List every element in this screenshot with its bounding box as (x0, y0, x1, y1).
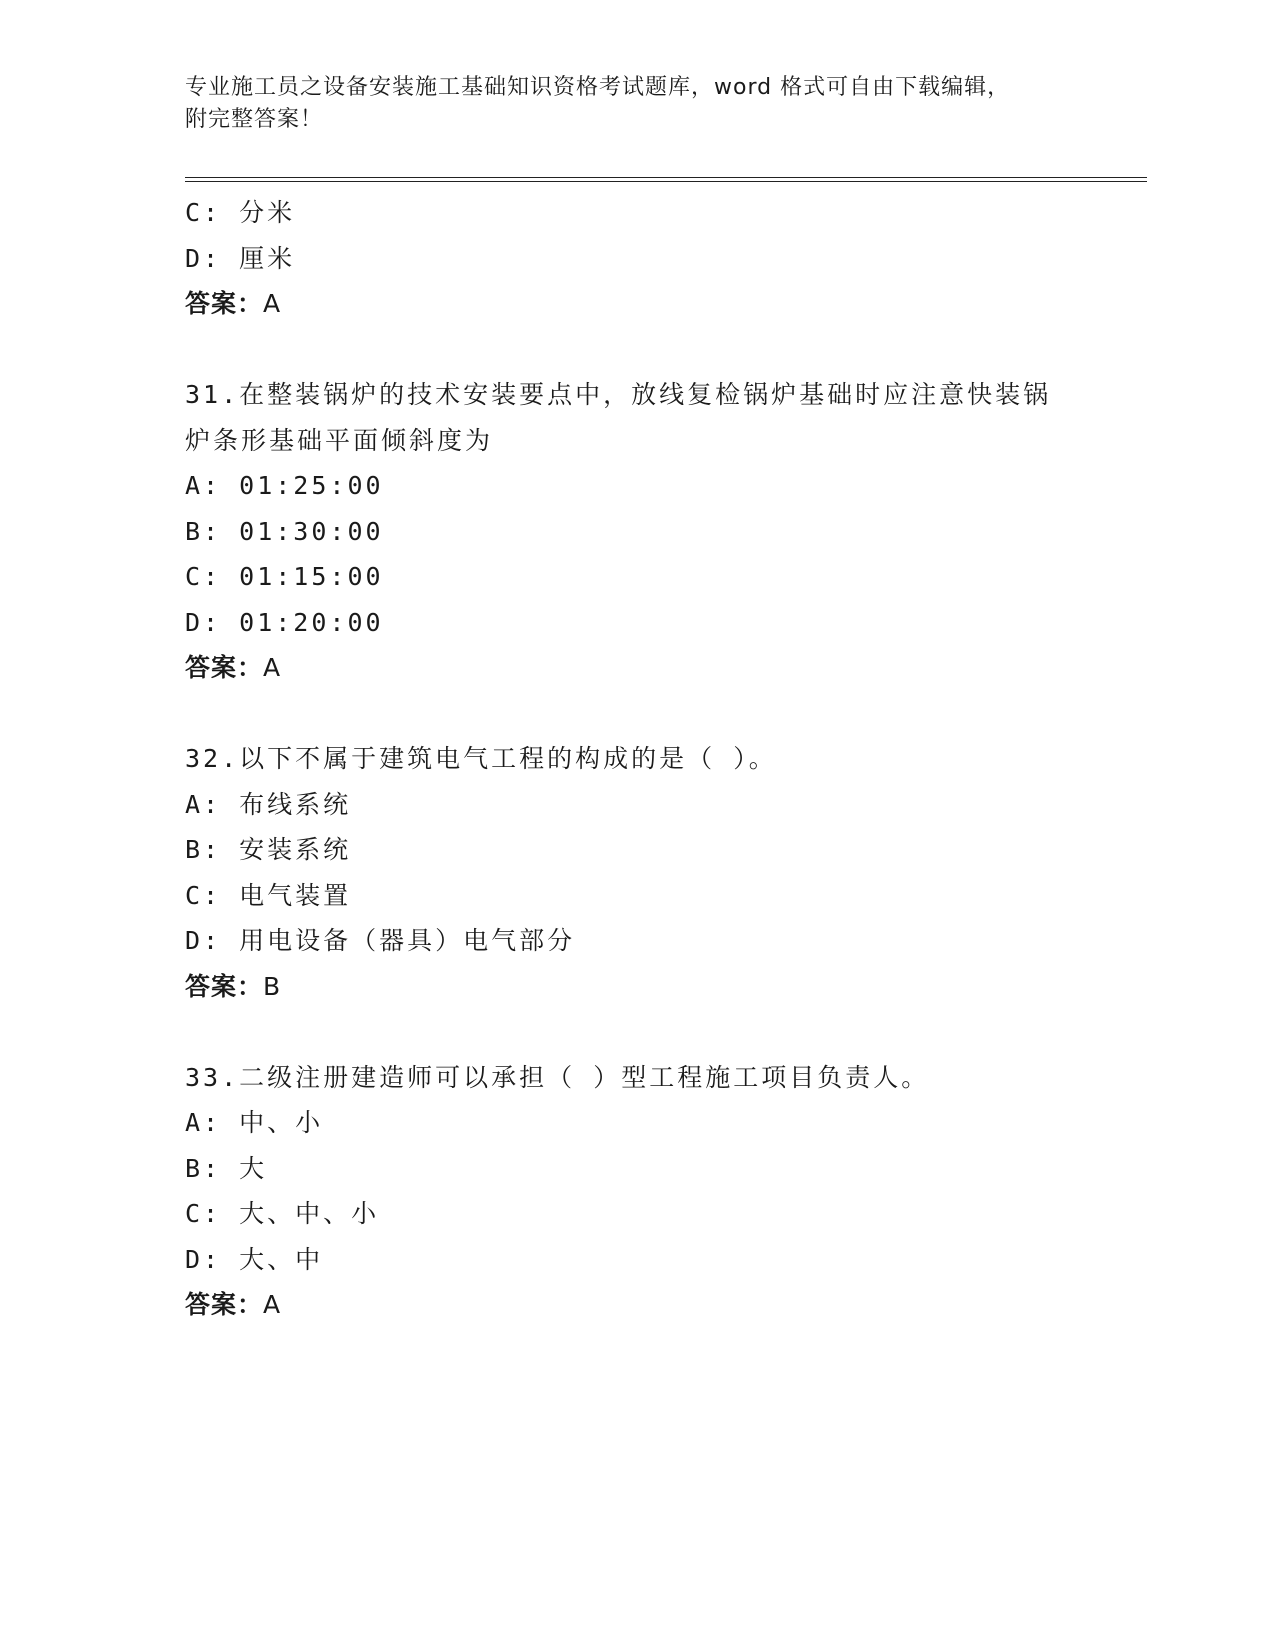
option-d: D: 用电设备（器具）电气部分 (185, 926, 576, 955)
answer-value: A (263, 289, 282, 318)
question-block-32 (185, 736, 1085, 1009)
option-a: A: 布线系统 (185, 789, 352, 819)
header-line-1: 专业施工员之设备安装施工基础知识资格考试题库，word 格式可自由下载编辑， (185, 75, 1011, 100)
option-b: B: 01:30:00 (185, 516, 384, 546)
option-d: D: 厘米 (185, 243, 296, 273)
header-double-rule (185, 177, 1147, 182)
option-c: C: 电气装置 (185, 880, 352, 910)
option-d: D: 01:20:00 (185, 607, 384, 637)
question-block-33 (185, 1055, 1085, 1328)
answer-value: A (263, 1290, 282, 1319)
option-c: C: 大、中、小 (185, 1199, 380, 1228)
option-c: C: 01:15:00 (185, 562, 384, 591)
answer-value: B (263, 971, 282, 1001)
question-content (185, 190, 1085, 1328)
question-text: 31.在整装锅炉的技术安装要点中，放线复检锅炉基础时应注意快装锅炉条形基础平面倾斜度为 (185, 380, 1052, 455)
header-line-2: 附完整答案！ (185, 107, 324, 132)
answer-label: 答案： (185, 289, 264, 318)
answer-label: 答案： (185, 653, 264, 682)
option-b: B: 大 (185, 1153, 268, 1183)
answer-value: A (263, 653, 282, 682)
option-b: B: 安装系统 (185, 835, 352, 864)
answer-label: 答案： (185, 1290, 264, 1319)
document-header (185, 72, 1085, 136)
prev-question-block (185, 190, 1085, 327)
option-d: D: 大、中 (185, 1244, 324, 1274)
option-a: A: 中、小 (185, 1108, 324, 1137)
answer-line (185, 1282, 1085, 1328)
answer-line (185, 281, 1085, 327)
answer-line (185, 645, 1085, 691)
option-c: C: 分米 (185, 198, 296, 227)
answer-label: 答案： (185, 971, 264, 1001)
question-block-31 (185, 372, 1085, 691)
option-a: A: 01:25:00 (185, 471, 384, 500)
answer-line (185, 964, 1085, 1010)
question-text: 32.以下不属于建筑电气工程的构成的是（ ）。 (185, 744, 777, 773)
question-text: 33.二级注册建造师可以承担（ ）型工程施工项目负责人。 (185, 1062, 930, 1092)
